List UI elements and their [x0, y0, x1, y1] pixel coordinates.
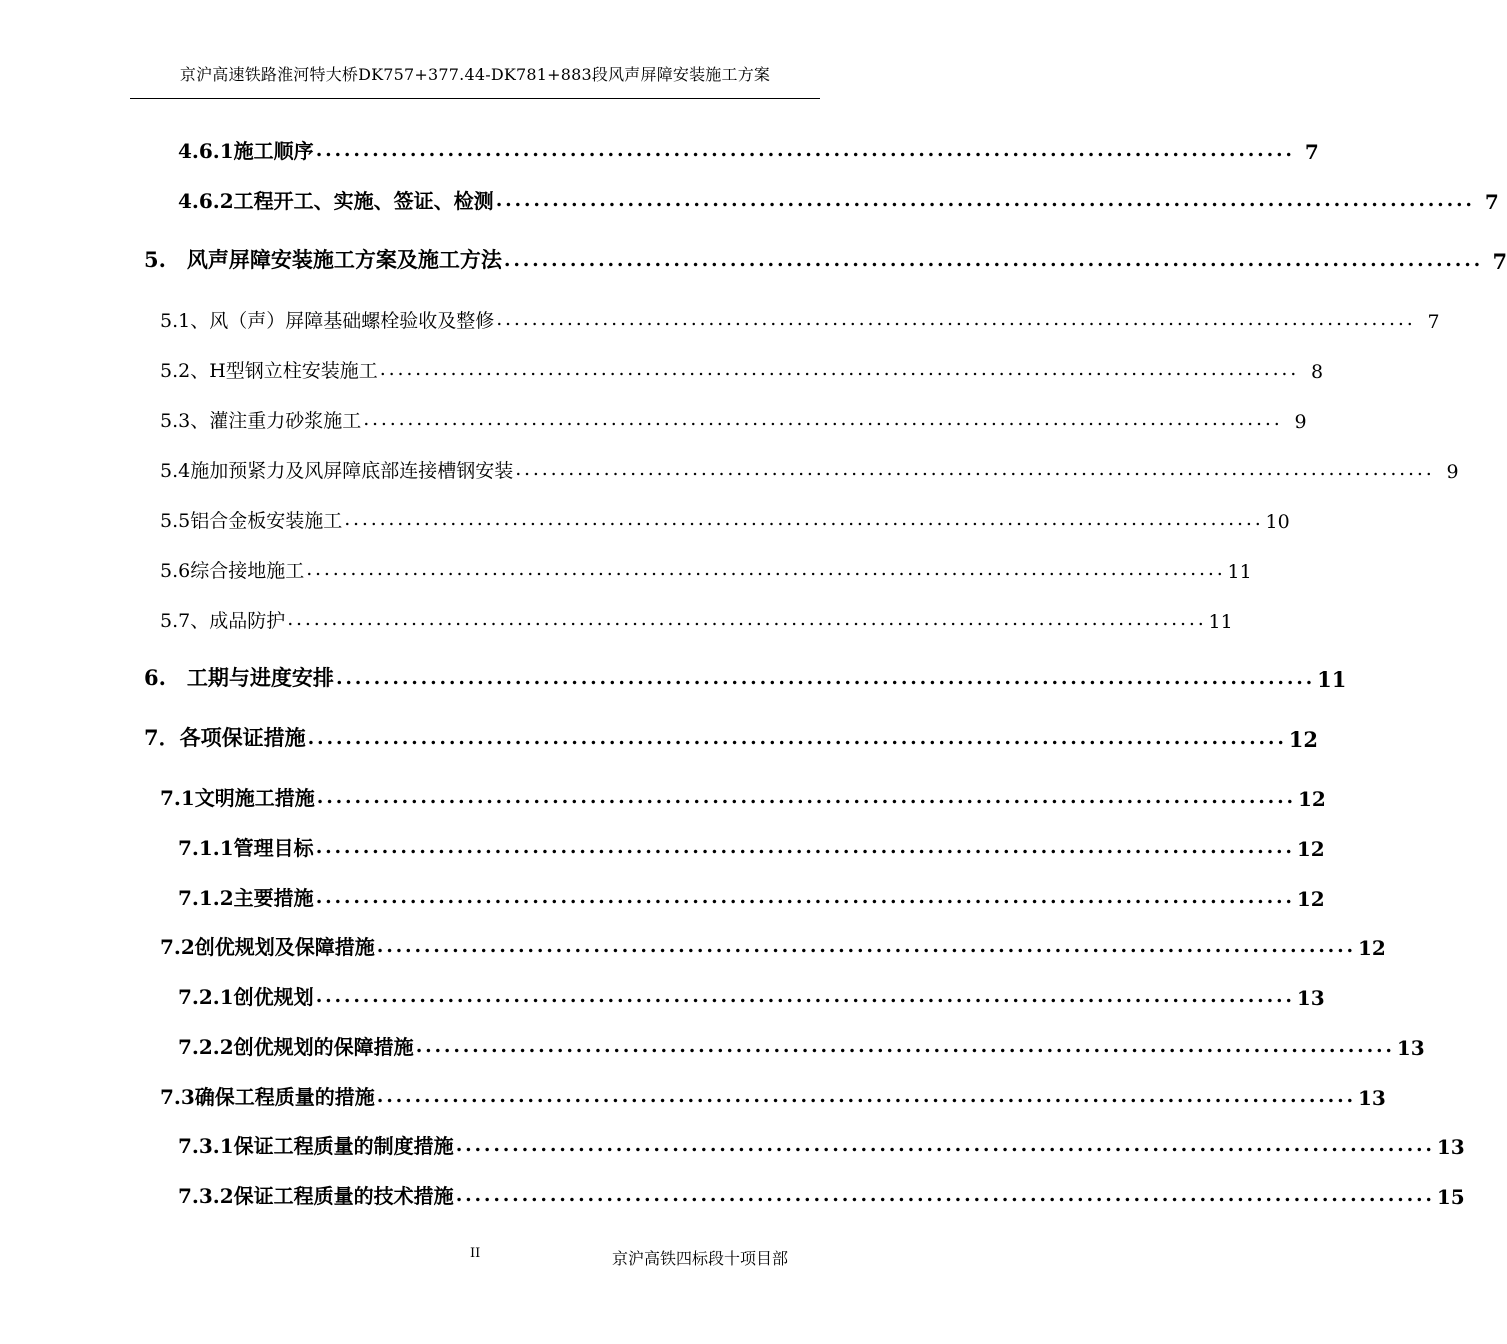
toc-leader-dots: ........................................................................................................	[503, 249, 1484, 271]
toc-entry[interactable]	[160, 930, 1386, 960]
toc-leader-dots: ........................................................................................................	[306, 558, 1226, 580]
toc-entry-title: 7.3.2保证工程质量的技术措施	[178, 1184, 454, 1208]
document-header: 京沪高速铁路淮河特大桥DK757+377.44-DK781+883段风声屏障安装施工方案	[179, 65, 771, 84]
toc-entry-title: 5.3、灌注重力砂浆施工	[160, 410, 362, 432]
toc-entry[interactable]	[178, 980, 1325, 1010]
toc-entry-page: 9	[1446, 461, 1459, 483]
toc-entry-page: 7	[1484, 190, 1499, 214]
toc-entry-page: 8	[1311, 361, 1324, 383]
toc-entry-page: 12	[1297, 787, 1326, 811]
toc-entry[interactable]	[160, 1080, 1386, 1110]
toc-leader-dots: ........................................................................................................	[455, 1134, 1435, 1156]
toc-entry-title: 7.3确保工程质量的措施	[160, 1085, 375, 1109]
toc-leader-dots: ........................................................................................................	[376, 1085, 1356, 1107]
toc-entry[interactable]	[160, 403, 1307, 433]
toc-leader-dots: ........................................................................................................	[344, 508, 1264, 530]
toc-entry-title: 7.1.2主要措施	[178, 886, 314, 910]
toc-entry[interactable]	[144, 244, 1507, 274]
toc-entry[interactable]	[144, 662, 1347, 692]
toc-entry[interactable]	[144, 722, 1318, 752]
toc-entry-page: 7	[1492, 249, 1507, 274]
toc-leader-dots: ........................................................................................................	[496, 308, 1416, 330]
toc-entry-title: 7.2创优规划及保障措施	[160, 935, 375, 959]
toc-entry-page: 13	[1396, 1036, 1425, 1060]
toc-leader-dots: ........................................................................................................	[495, 189, 1475, 211]
toc-entry[interactable]	[178, 184, 1499, 214]
toc-entry-title: 5.4施加预紧力及风屏障底部连接槽钢安装	[160, 460, 514, 482]
toc-entry-page: 15	[1436, 1185, 1465, 1209]
toc-entry-title: 4.6.1施工顺序	[178, 139, 314, 163]
toc-entry-page: 13	[1357, 1086, 1386, 1110]
toc-leader-dots: ........................................................................................................	[455, 1184, 1435, 1206]
toc-entry-page: 11	[1317, 667, 1347, 692]
toc-entry-title: 7.2.2创优规划的保障措施	[178, 1035, 414, 1059]
toc-leader-dots: ........................................................................................................	[379, 358, 1300, 380]
toc-entry[interactable]	[178, 1030, 1425, 1060]
toc-entry[interactable]	[178, 134, 1319, 164]
toc-entry-page: 9	[1294, 411, 1307, 433]
toc-entry-title: 6. 工期与进度安排	[144, 665, 334, 690]
toc-entry[interactable]	[160, 303, 1440, 333]
toc-leader-dots: ........................................................................................................	[335, 667, 1316, 689]
toc-entry[interactable]	[160, 353, 1324, 383]
toc-leader-dots: ........................................................................................................	[315, 886, 1295, 908]
toc-entry-title: 7．各项保证措施	[144, 725, 306, 750]
toc-entry-page: 13	[1436, 1135, 1465, 1159]
toc-leader-dots: ........................................................................................................	[316, 786, 1296, 808]
toc-entry-title: 7.3.1保证工程质量的制度措施	[178, 1134, 454, 1158]
toc-entry-title: 5.6综合接地施工	[160, 560, 305, 582]
toc-entry[interactable]	[178, 831, 1325, 861]
toc-entry[interactable]	[160, 781, 1326, 811]
footer-page-number: II	[470, 1246, 481, 1261]
toc-leader-dots: ........................................................................................................	[363, 408, 1283, 430]
toc-entry-page: 12	[1357, 936, 1386, 960]
toc-entry[interactable]	[160, 503, 1290, 533]
toc-entry-title: 5.7、成品防护	[160, 610, 286, 632]
toc-entry-title: 7.1.1管理目标	[178, 836, 314, 860]
toc-leader-dots: ........................................................................................................	[315, 139, 1295, 161]
toc-entry-page: 11	[1227, 561, 1252, 583]
toc-entry-title: 7.1文明施工措施	[160, 786, 315, 810]
toc-leader-dots: ........................................................................................................	[307, 727, 1287, 749]
toc-leader-dots: ........................................................................................................	[515, 458, 1435, 480]
toc-leader-dots: ........................................................................................................	[315, 836, 1295, 858]
toc-entry[interactable]	[160, 553, 1252, 583]
toc-entry-page: 13	[1296, 986, 1325, 1010]
toc-entry-title: 5.2、H型钢立柱安装施工	[160, 360, 378, 382]
toc-leader-dots: ........................................................................................................	[376, 935, 1356, 957]
toc-entry[interactable]	[178, 1129, 1465, 1159]
toc-leader-dots: ........................................................................................................	[315, 985, 1295, 1007]
toc-leader-dots: ........................................................................................................	[415, 1035, 1395, 1057]
toc-entry-page: 12	[1296, 887, 1325, 911]
toc-entry-page: 12	[1288, 727, 1318, 752]
toc-entry-title: 7.2.1创优规划	[178, 985, 314, 1009]
toc-entry-page: 11	[1208, 611, 1233, 633]
toc-entry-title: 5. 风声屏障安装施工方案及施工方法	[144, 247, 502, 272]
footer-organization: 京沪高铁四标段十项目部	[612, 1249, 789, 1268]
header-divider	[130, 98, 820, 99]
toc-entry[interactable]	[178, 1179, 1465, 1209]
toc-entry-title: 5.5铝合金板安装施工	[160, 510, 343, 532]
toc-entry[interactable]	[160, 603, 1233, 633]
toc-entry-title: 4.6.2工程开工、实施、签证、检测	[178, 189, 494, 213]
toc-entry-title: 5.1、风（声）屏障基础螺栓验收及整修	[160, 310, 495, 332]
toc-leader-dots: ........................................................................................................	[287, 608, 1207, 630]
toc-entry[interactable]	[160, 453, 1459, 483]
toc-entry[interactable]	[178, 881, 1325, 911]
toc-entry-page: 12	[1296, 837, 1325, 861]
toc-entry-page: 10	[1265, 511, 1290, 533]
toc-entry-page: 7	[1427, 311, 1440, 333]
toc-entry-page: 7	[1304, 140, 1319, 164]
